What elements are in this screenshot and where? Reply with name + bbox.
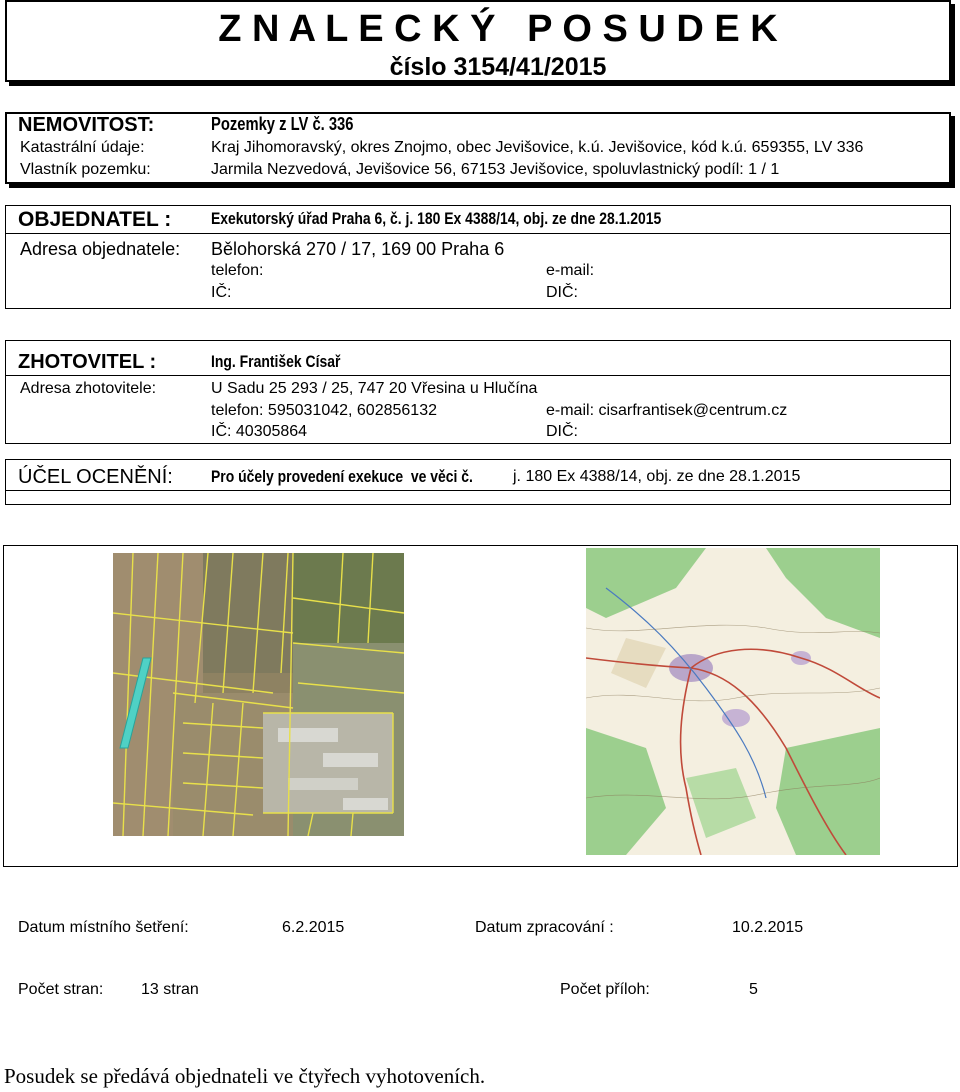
client-address-value: Bělohorská 270 / 17, 169 00 Praha 6 [211,239,505,259]
contractor-name: Ing. František Císař [211,352,341,371]
client-section-value: Exekutorský úřad Praha 6, č. j. 180 Ex 4388/14, obj. ze dne 28.1.2015 [211,209,662,228]
purpose-label: ÚČEL OCENĚNÍ: [18,466,173,488]
contractor-section-label: ZHOTOVITEL : [18,351,157,373]
attachment-count-label: Počet příloh: [560,981,650,998]
document-title: Z N A L E C K Ý P O S U D E K [218,8,778,50]
property-section-label: NEMOVITOST: [18,114,155,136]
client-divider [5,233,951,234]
purpose-divider [5,490,951,491]
contractor-phone: telefon: 595031042, 602856132 [211,402,437,419]
owner-value: Jarmila Nezvedová, Jevišovice 56, 67153 Jevišovice, spoluvlastnický podíl: 1 / 1 [211,161,780,178]
client-section-label: OBJEDNATEL : [18,208,172,231]
client-phone-label: telefon: [211,262,264,279]
client-email-label: e-mail: [546,262,595,279]
client-ic-label: IČ: [211,284,232,301]
processing-date-label: Datum zpracování : [475,919,614,936]
document-number: číslo 3154/41/2015 [389,53,607,81]
copies-note: Posudek se předává objednateli ve čtyřech vyhotoveních. [4,1064,486,1088]
contractor-ic: IČ: 40305864 [211,423,308,440]
contractor-divider [5,375,951,376]
topographic-map [586,548,880,855]
processing-date-value: 10.2.2015 [732,919,804,936]
contractor-dic-label: DIČ: [546,423,578,440]
cadastral-label: Katastrální údaje: [20,139,145,156]
contractor-address-label: Adresa zhotovitele: [20,380,157,397]
inspection-date-value: 6.2.2015 [282,919,345,936]
cadastral-value: Kraj Jihomoravský, okres Znojmo, obec Jevišovice, k.ú. Jevišovice, kód k.ú. 659355, LV 336 [211,139,864,156]
contractor-address-value: U Sadu 25 293 / 25, 747 20 Vřesina u Hlučína [211,380,538,397]
property-section-value: Pozemky z LV č. 336 [211,114,354,134]
purpose-value-a: Pro účely provedení exekuce ve věci č. [211,467,473,486]
client-address-label: Adresa objednatele: [20,239,181,259]
cadastral-aerial-map [113,553,404,836]
contractor-email: e-mail: cisarfrantisek@centrum.cz [546,402,788,419]
page-count-value: 13 stran [141,981,199,998]
client-dic-label: DIČ: [546,284,578,301]
inspection-date-label: Datum místního šetření: [18,919,189,936]
purpose-value-b: j. 180 Ex 4388/14, obj. ze dne 28.1.2015 [513,468,801,485]
page-count-label: Počet stran: [18,981,104,998]
owner-label: Vlastník pozemku: [20,161,151,178]
attachment-count-value: 5 [749,981,758,998]
